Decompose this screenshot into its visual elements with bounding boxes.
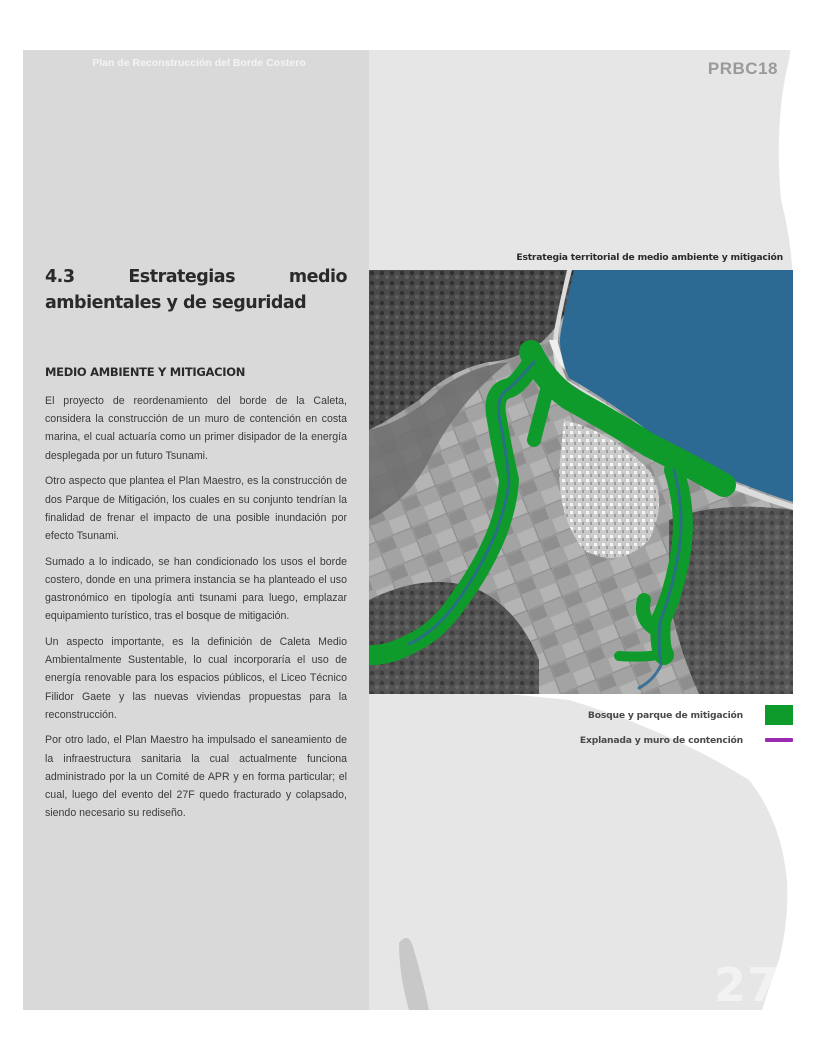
section-title (45, 264, 347, 316)
paragraph: Otro aspecto que plantea el Plan Maestro, es la construcción de dos Parque de Mitigación, los cuales en su conjunto tendrían la finalidad de frenar el impacto de una posible inundación por efecto Tsunami. (45, 475, 347, 542)
title-word: Estrategias (128, 267, 236, 287)
page-number: 27 (713, 958, 780, 1012)
paragraph: Por otro lado, el Plan Maestro ha impulsado el saneamiento de la infraestructura sanitaria la cual actualmente funciona administrado por la un Comité de APR y en forma particular; el cual, luego del evento del 27F quedo fracturado y colapsado, siendo necesario su rediseño. (45, 734, 347, 820)
aerial-map (369, 270, 793, 694)
legend-label: Bosque y parque de mitigación (587, 709, 743, 721)
paragraph: El proyecto de reordenamiento del borde de la Caleta, considera la construcción de un muro de contención en costa marina, el cual actuaría como un primer disipador de la energía desplegada por un futuro Tsunami. (45, 395, 347, 462)
legend-item-mitigation (588, 705, 793, 725)
legend-swatch-purple (765, 738, 793, 742)
legend-label: Explanada y muro de contención (579, 734, 743, 746)
body-text (45, 392, 347, 830)
map-caption: Estrategia territorial de medio ambiente y mitigación (516, 252, 783, 263)
subheading: MEDIO AMBIENTE Y MITIGACION (45, 365, 246, 379)
document-title: Plan de Reconstrucción del Borde Costero (92, 57, 306, 69)
legend-swatch-green (765, 705, 793, 725)
section-number: 4.3 (45, 267, 75, 287)
title-line: ambientales y de seguridad (45, 293, 307, 313)
legend-item-seawall (580, 730, 793, 750)
title-word: medio (288, 267, 347, 287)
paragraph: Sumado a lo indicado, se han condicionado los usos el borde costero, donde en una primera instancia se ha planteado el uso gastronómico en tipología anti tsunami para luego, emplazar equipamiento turístico, tras el bosque de mitigación. (45, 555, 347, 623)
paragraph: Un aspecto importante, es la definición de Caleta Medio Ambientalmente Sustentable, lo cual incorporaría el uso de energía renovable para los espacios públicos, el Liceo Técnico Filidor Gaete y las nuevas viviendas propuestas para la reconstrucción. (45, 635, 347, 721)
document-code: PRBC18 (707, 59, 778, 78)
